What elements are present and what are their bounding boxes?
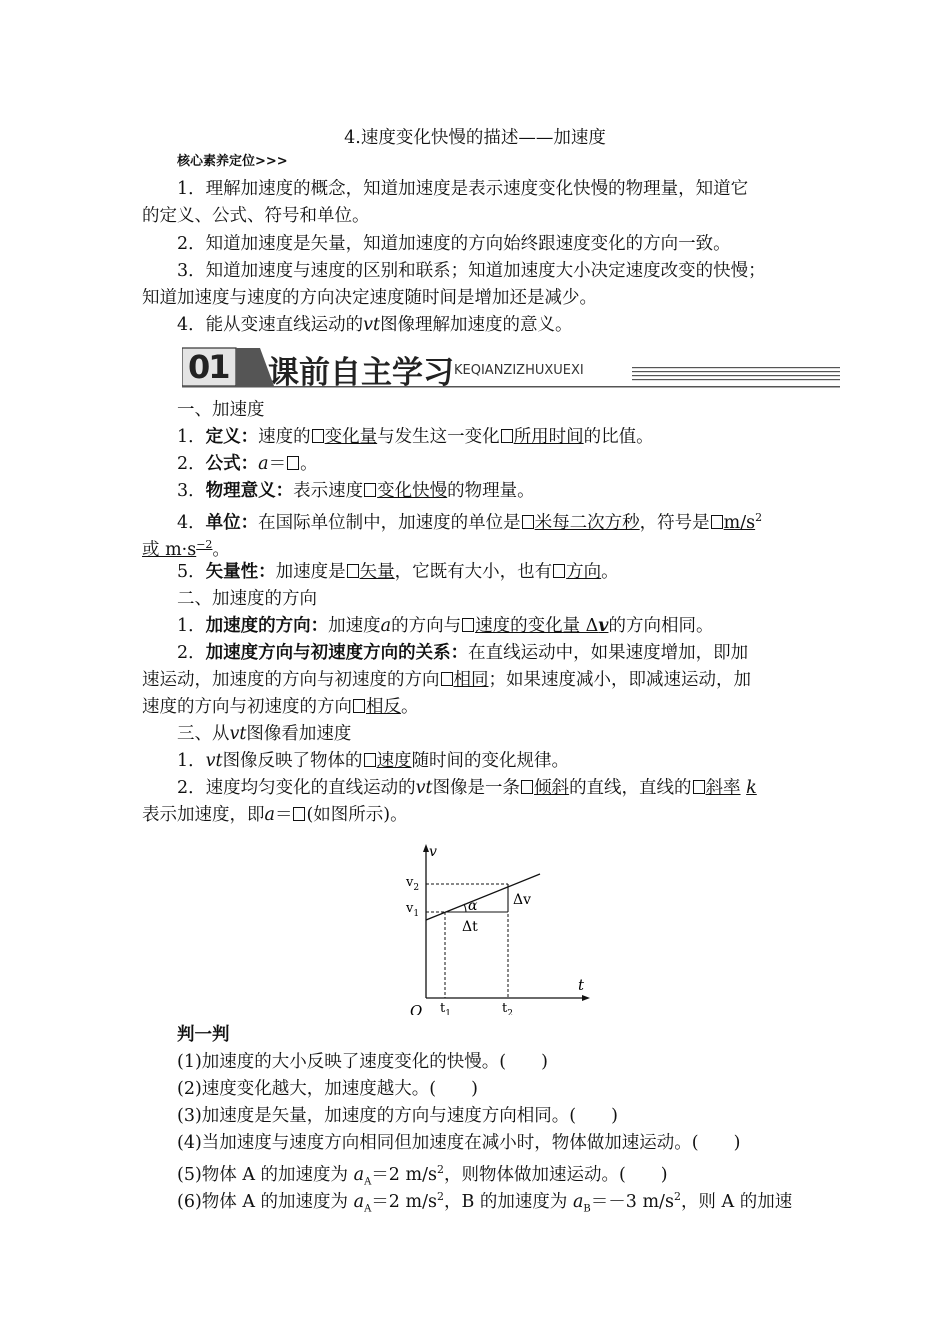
judge-q2: (2)速度变化越大，加速度越大。( )	[177, 1079, 478, 1099]
alpha-label: α	[468, 898, 478, 914]
objective-3-cont: 知道加速度与速度的方向决定速度随时间是增加还是减少。	[142, 288, 597, 308]
objective-3: 3．知道加速度与速度的区别和联系；知道加速度大小决定速度改变的快慢；	[177, 261, 766, 281]
blank-box	[441, 672, 453, 686]
blank-box	[312, 429, 324, 443]
vt-graph-line-3: 表示加速度，即a＝ (如图所示)。	[142, 805, 408, 825]
t-axis-label: t	[578, 976, 585, 994]
t1-label: $t_1$	[440, 1001, 451, 1015]
section-2-title: 二、加速度的方向	[177, 589, 317, 609]
judge-q5: (5)物体 A 的加速度为 $a_A=2$ $m/s^2$，则物体做加速运动。( )	[177, 1163, 668, 1188]
vector-line: 5．矢量性：加速度是 矢量，它既有大小，也有 方向。	[177, 562, 619, 582]
blank-box	[553, 564, 565, 578]
vt-graph-line-1: 1．vt图像反映了物体的 速度随时间的变化规律。	[177, 751, 570, 771]
blank-box	[462, 618, 474, 632]
section-1-title: 一、加速度	[177, 400, 265, 420]
judge-q1: (1)加速度的大小反映了速度变化的快慢。( )	[177, 1052, 548, 1072]
physical-meaning-line: 3．物理意义：表示速度 变化快慢的物理量。	[177, 481, 535, 501]
judge-title: 判一判	[177, 1025, 230, 1045]
direction-line: 1．加速度的方向：加速度a的方向与 速度的变化量 Δv的方向相同。	[177, 616, 714, 636]
formula-line: 2．公式：a＝ 。	[177, 454, 318, 474]
vt-graph-figure	[400, 840, 600, 1019]
relation-line: 2．加速度方向与初速度方向的关系：在直线运动中，如果速度增加，即加	[177, 643, 749, 663]
relation-line-cont-1: 速运动，加速度的方向与初速度的方向 相同；如果速度减小，即减速运动，加	[142, 670, 751, 690]
section-banner	[182, 345, 842, 389]
v2-label: $v_2$	[406, 875, 420, 893]
dv-label: Δv	[513, 892, 532, 908]
origin-label: O	[410, 1002, 423, 1015]
blank-box	[521, 780, 533, 794]
judge-q3: (3)加速度是矢量，加速度的方向与速度方向相同。( )	[177, 1106, 618, 1126]
blank-box	[287, 456, 299, 470]
blank-box	[293, 807, 305, 821]
v-axis-label: v	[429, 844, 437, 860]
objective-1: 1．理解加速度的概念，知道加速度是表示速度变化快慢的物理量，知道它	[177, 179, 749, 199]
objective-4: 4．能从变速直线运动的vt图像理解加速度的意义。	[177, 315, 573, 335]
objective-1-cont: 的定义、公式、符号和单位。	[142, 206, 370, 226]
relation-line-cont-2: 速度的方向与初速度的方向 相反。	[142, 697, 419, 717]
objective-2: 2．知道加速度是矢量，知道加速度的方向始终跟速度变化的方向一致。	[177, 234, 731, 254]
blank-box	[347, 564, 359, 578]
banner-heading: 课前自主学习	[268, 355, 454, 391]
dt-label: Δt	[462, 919, 478, 935]
judge-q4: (4)当加速度与速度方向相同但加速度在减小时，物体做加速运动。( )	[177, 1133, 741, 1153]
vt-graph-line-2: 2．速度均匀变化的直线运动的vt图像是一条 倾斜的直线，直线的 斜率 k	[177, 778, 757, 798]
banner-number: 01	[188, 348, 229, 386]
page-title: 4.速度变化快慢的描述——加速度	[344, 128, 606, 148]
blank-box	[501, 429, 513, 443]
definition-line: 1．定义：速度的 变化量与发生这一变化 所用时间的比值。	[177, 427, 654, 447]
v1-label: $v_1$	[406, 901, 420, 919]
section-3-title: 三、从vt图像看加速度	[177, 724, 352, 744]
t2-label: $t_2$	[502, 1001, 513, 1015]
alpha-arc	[464, 904, 466, 912]
unit-line-cont: 或 $m\cdot s^{-2}$。	[142, 538, 230, 560]
blank-box	[364, 753, 376, 767]
blank-box	[353, 699, 365, 713]
judge-q6: (6)物体 A 的加速度为 $a_A=2$ $m/s^2$，B 的加速度为 $a_B=-3$ $m/s^2$，则 A 的加速	[177, 1190, 793, 1215]
t-axis-arrow	[582, 995, 590, 1001]
blank-box	[693, 780, 705, 794]
unit-line: 4．单位：在国际单位制中，加速度的单位是 米每二次方秒，符号是 $m/s^2$	[177, 511, 763, 533]
blank-box	[711, 515, 723, 529]
blank-box	[522, 515, 534, 529]
core-literacy-label: 核心素养定位>>>	[177, 154, 288, 169]
banner-pinyin: KEQIANZIZHUXUEXI	[454, 363, 584, 378]
blank-box	[364, 483, 376, 497]
